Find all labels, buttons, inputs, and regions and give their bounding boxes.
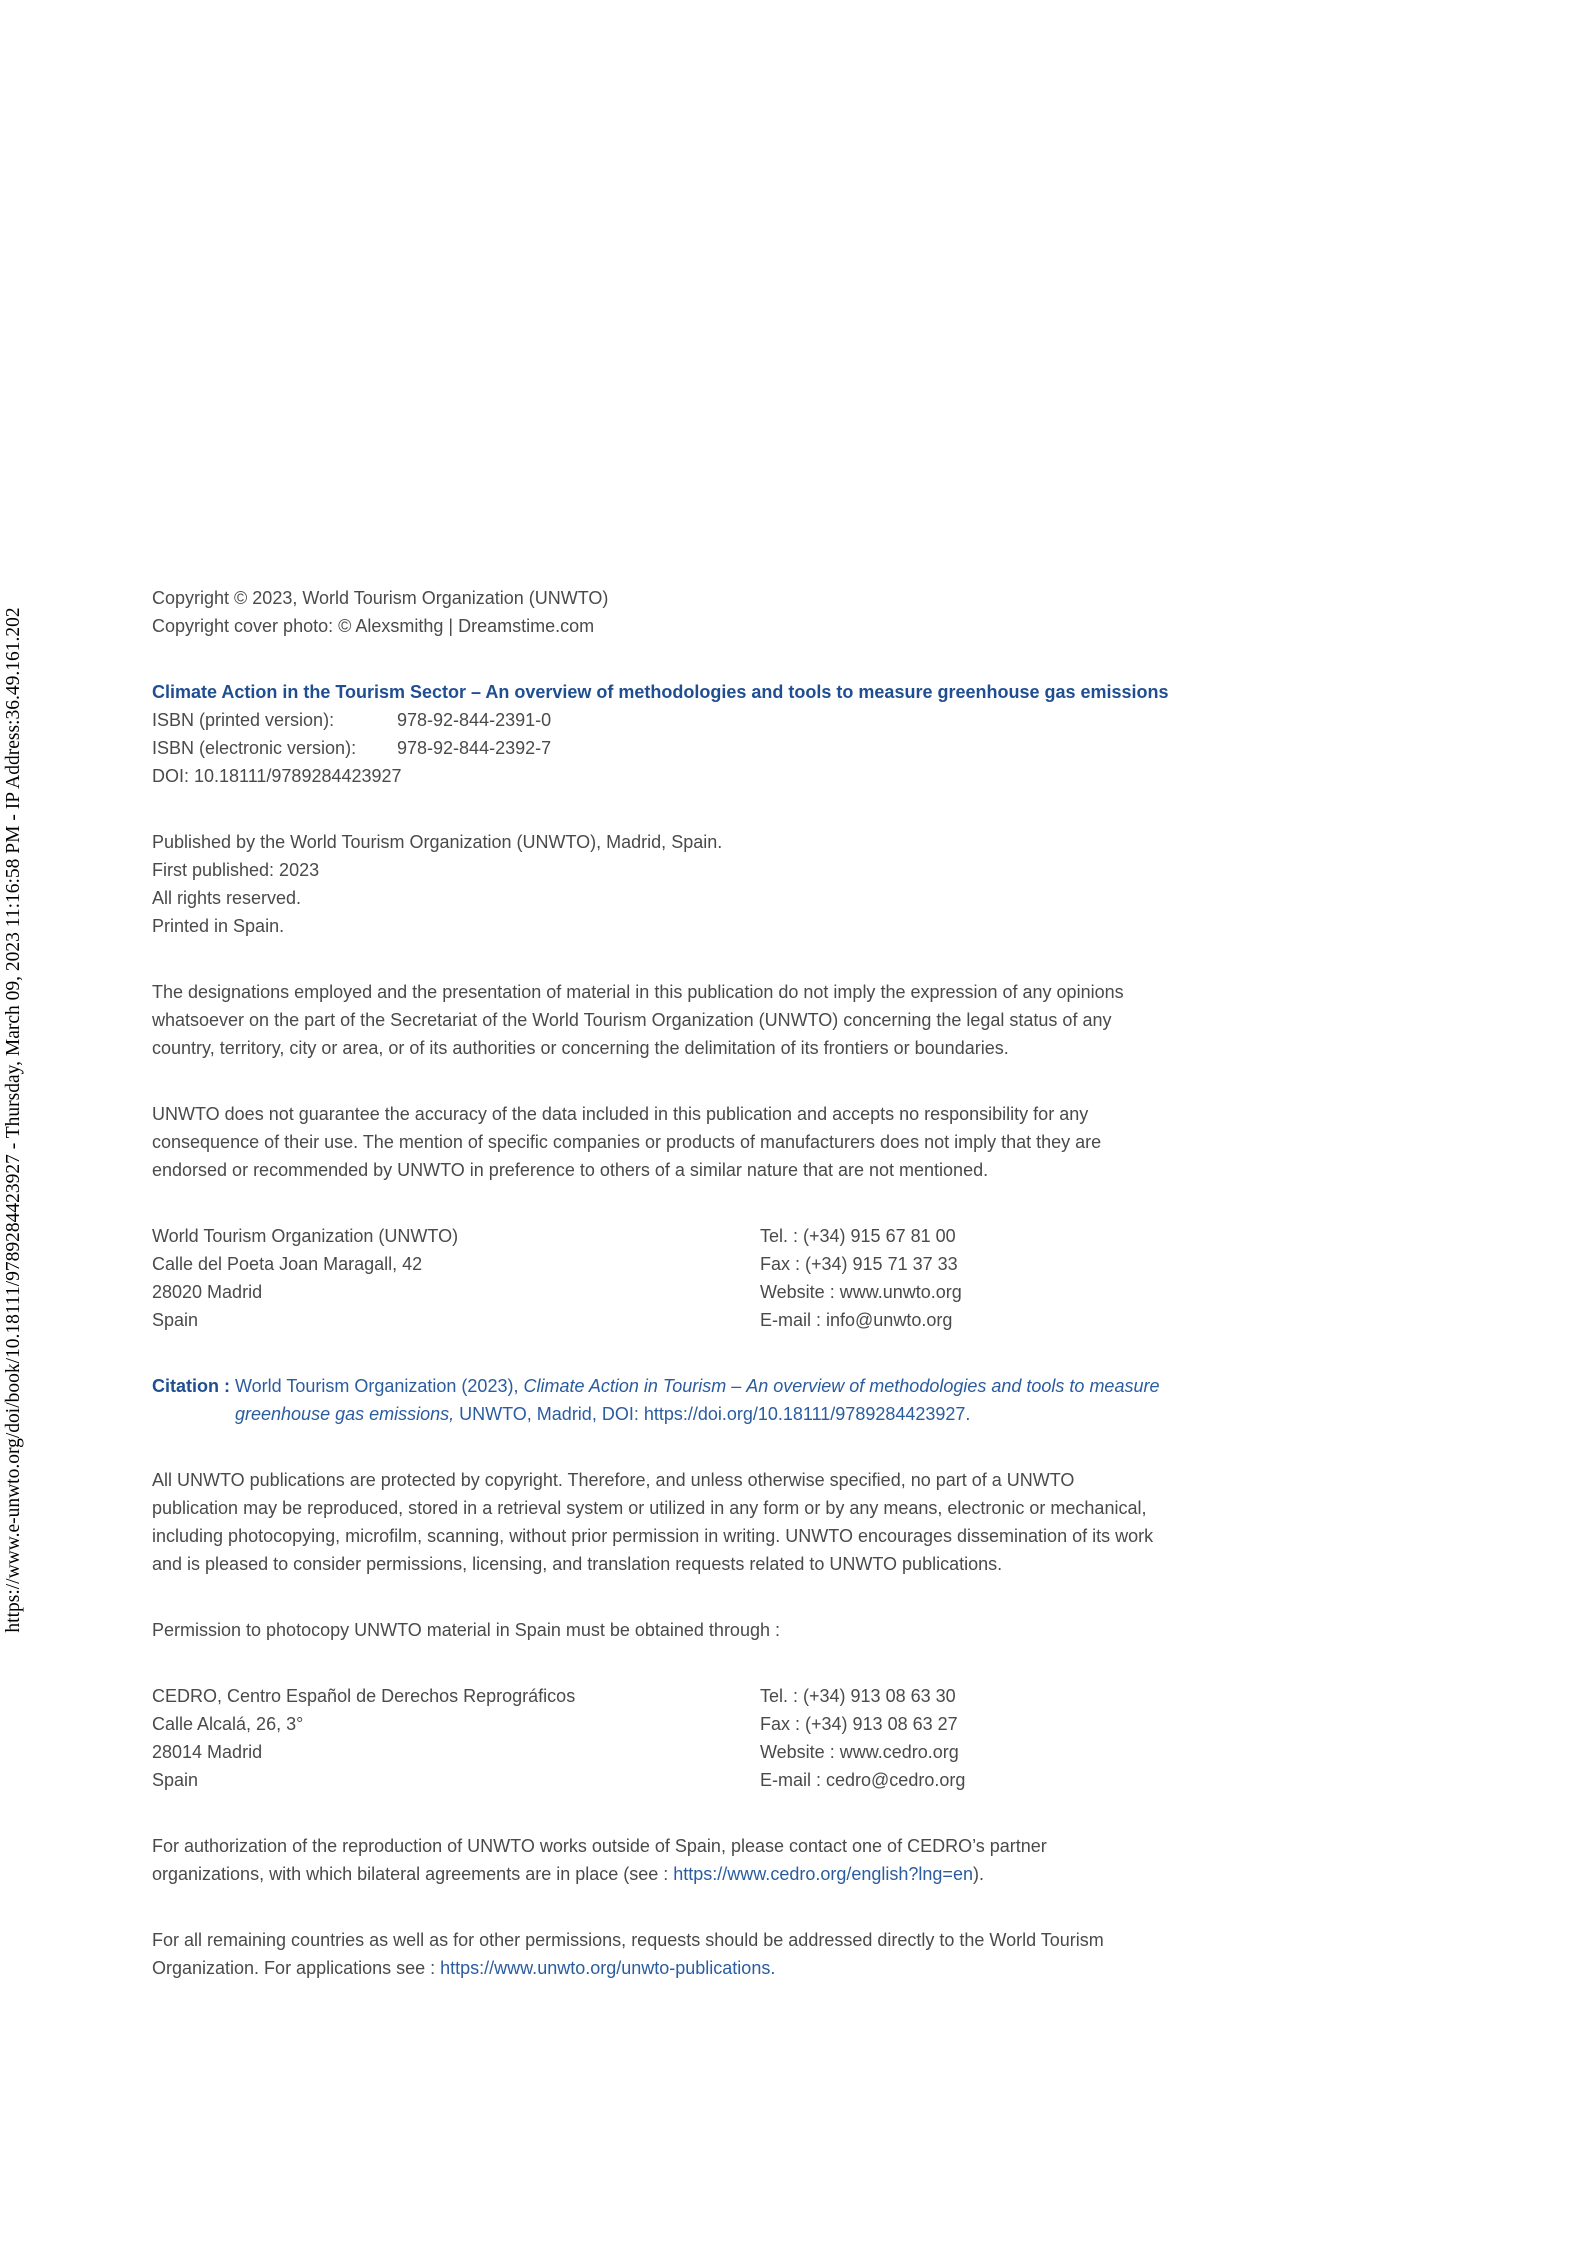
isbn-print [152,706,1212,734]
contact-tel: Tel. : (+34) 913 08 63 30 [760,1686,956,1706]
rights-reserved: All rights reserved. [152,888,302,908]
permission-spain: Permission to photocopy UNWTO material in Spain must be obtained through : [152,1620,780,1640]
citation-part2: UNWTO, Madrid, DOI: https://doi.org/10.18111/9789284423927. [454,1404,971,1424]
isbn-electronic-value: 978-92-844-2392-7 [397,738,552,758]
unwto-contact [152,1222,1212,1334]
published-block [152,828,1212,940]
copyright-line: Copyright © 2023, World Tourism Organization (UNWTO) [152,588,609,608]
remaining-text: For all remaining countries as well as for other permissions, requests should be addressed directly to the World Tourism Organization. For applications see : [152,1930,1104,1978]
citation-italic1: Climate Action in Tourism [523,1376,727,1396]
citation-block [152,1372,1212,1428]
citation-text[interactable] [235,1372,1160,1428]
contact-fax: Fax : (+34) 915 71 37 33 [760,1254,958,1274]
address-line: Calle Alcalá, 26, 3° [152,1714,304,1734]
unwto-publications-link[interactable]: https://www.unwto.org/unwto-publications. [440,1958,776,1978]
address-line: CEDRO, Centro Español de Derechos Reprográficos [152,1686,576,1706]
address-line: 28014 Madrid [152,1742,263,1762]
disclaimer-designations: The designations employed and the presentation of material in this publication do not imply the expression of any opinions whatsoever on the part of the Secretariat of the World Tourism Organization (UNWTO) concerning the legal status of any country, territory, city or area, or of its authorities or concerning the delimitation of its frontiers or boundaries. [152,982,1124,1058]
imprint-page [152,584,1212,2020]
publication-block [152,678,1212,790]
citation-italic2: An overview of methodologies and tools to measure greenhouse gas emissions, [235,1376,1160,1424]
contact-website[interactable]: Website : www.cedro.org [760,1742,959,1762]
cover-photo-credit: Copyright cover photo: © Alexsmithg | Dreamstime.com [152,616,595,636]
first-published: First published: 2023 [152,860,320,880]
cedro-contact-details [760,1682,1212,1794]
contact-email[interactable]: E-mail : cedro@cedro.org [760,1770,966,1790]
download-stamp: https://www.e-unwto.org/doi/book/10.18111/9789284423927 - Thursday, March 09, 2023 11:16:58 PM - IP Address:36.49.161.202 [3,607,24,1633]
copyright-protection: All UNWTO publications are protected by copyright. Therefore, and unless otherwise specified, no part of a UNWTO publication may be reproduced, stored in a retrieval system or utilized in any form or by any means, electronic or mechanical, including photocopying, microfilm, scanning, without prior permission in writing. UNWTO encourages dissemination of its work and is pleased to consider permissions, licensing, and translation requests related to UNWTO publications. [152,1470,1154,1574]
unwto-address [152,1222,760,1334]
disclaimer-accuracy: UNWTO does not guarantee the accuracy of the data included in this publication and accepts no responsibility for any consequence of their use. The mention of specific companies or products of manufacturers does not imply that they are endorsed or recommended by UNWTO in preference to others of a similar nature that are not mentioned. [152,1104,1102,1180]
isbn-electronic [152,734,1212,762]
authorization-text: For authorization of the reproduction of UNWTO works outside of Spain, please contact one of CEDRO’s partner organizations, with which bilateral agreements are in place (see : [152,1836,1047,1884]
address-line: Calle del Poeta Joan Maragall, 42 [152,1254,423,1274]
cedro-link[interactable]: https://www.cedro.org/english?lng=en [673,1864,973,1884]
copyright-block [152,584,1212,640]
contact-fax: Fax : (+34) 913 08 63 27 [760,1714,958,1734]
cedro-contact [152,1682,1212,1794]
citation-part1: World Tourism Organization (2023), [235,1376,524,1396]
contact-email[interactable]: E-mail : info@unwto.org [760,1310,953,1330]
contact-tel: Tel. : (+34) 915 67 81 00 [760,1226,956,1246]
citation-label: Citation : [152,1376,230,1396]
address-line: Spain [152,1310,199,1330]
address-line: Spain [152,1770,199,1790]
address-line: 28020 Madrid [152,1282,263,1302]
isbn-print-label: ISBN (printed version): [152,710,335,730]
doi: DOI: 10.18111/9789284423927 [152,766,402,786]
published-by: Published by the World Tourism Organization (UNWTO), Madrid, Spain. [152,832,723,852]
cedro-address [152,1682,760,1794]
authorization-end: ). [972,1864,984,1884]
unwto-contact-details [760,1222,1212,1334]
contact-website[interactable]: Website : www.unwto.org [760,1282,962,1302]
authorization-paragraph [152,1832,1162,1888]
address-line: World Tourism Organization (UNWTO) [152,1226,459,1246]
isbn-print-value: 978-92-844-2391-0 [397,710,552,730]
isbn-electronic-label: ISBN (electronic version): [152,738,357,758]
printed-in: Printed in Spain. [152,916,285,936]
publication-title: Climate Action in the Tourism Sector – An overview of methodologies and tools to measure greenhouse gas emissions [152,682,1169,702]
remaining-paragraph [152,1926,1162,1982]
citation-dash: – [726,1376,747,1396]
